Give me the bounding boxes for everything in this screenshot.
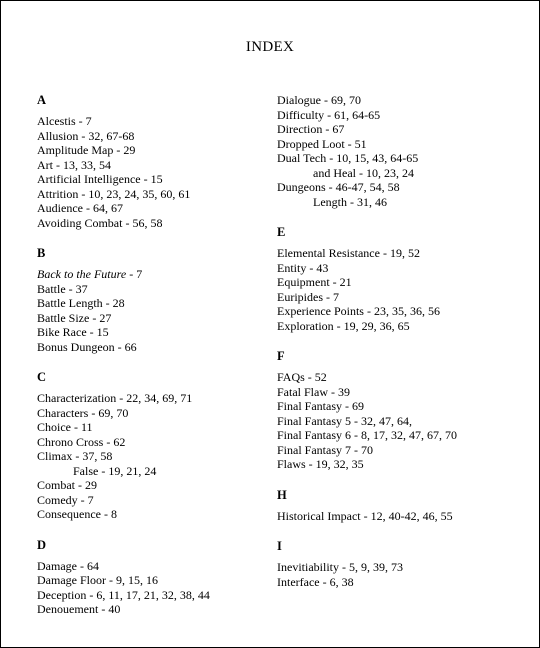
entry-term: Final Fantasy 7 (277, 442, 351, 457)
entry-pages: 7 (85, 114, 92, 128)
entry-separator: - (75, 478, 85, 492)
entry-separator: - (328, 384, 338, 399)
section-letter: B (37, 246, 46, 260)
index-entry (37, 420, 277, 435)
section-letter: I (277, 539, 282, 553)
index-entry (37, 559, 277, 574)
entry-term: Battle (37, 281, 66, 296)
index-entry (37, 325, 277, 340)
index-section (37, 246, 277, 354)
index-entry (277, 319, 517, 334)
entry-separator: - (319, 574, 330, 589)
entry-pages: 13, 33, 54 (63, 157, 111, 172)
index-entry (37, 507, 277, 522)
entry-term: Dialogue (277, 93, 321, 107)
index-section (277, 93, 517, 209)
index-entry (277, 304, 517, 319)
entry-term: Chrono Cross (37, 434, 104, 449)
entry-term: Consequence (37, 507, 101, 521)
entry-term: Final Fantasy 5 (277, 413, 351, 428)
entry-separator: - (305, 457, 316, 471)
entry-term: Dungeons (277, 180, 326, 194)
entry-pages: 8 (110, 507, 117, 521)
entry-pages: 37, 58 (82, 449, 113, 463)
entry-pages: 32, 47, 64, (361, 413, 412, 428)
index-entry (277, 575, 517, 590)
entry-term: Historical Impact (277, 508, 361, 523)
entry-pages: 15 (150, 172, 163, 186)
entry-term: Damage (37, 558, 77, 573)
entry-pages: 10, 23, 24, 35, 60, 61 (88, 186, 191, 201)
entry-term: Entity (277, 260, 307, 275)
entry-separator: - (113, 143, 124, 157)
entry-pages: 51 (354, 136, 367, 151)
entry-term: Artificial Intelligence (37, 172, 141, 186)
index-column-left (37, 93, 277, 633)
entry-term: Art (37, 157, 53, 172)
index-entry (37, 478, 277, 493)
index-entry (277, 108, 517, 123)
entry-term: Difficulty (277, 107, 325, 122)
entry-separator: - (351, 413, 361, 428)
index-entry (277, 93, 517, 108)
entry-separator: - (326, 151, 337, 165)
entry-term: Damage Floor (37, 573, 106, 587)
entry-pages: 5, 9, 39, 73 (349, 560, 403, 574)
index-column-right (277, 93, 517, 605)
entry-separator: - (78, 128, 89, 143)
section-letter: E (277, 225, 286, 239)
entry-separator: - (325, 180, 336, 194)
index-entry (277, 261, 517, 276)
entry-term: Deception (37, 587, 87, 602)
entry-pages: 46-47, 54, 58 (335, 180, 400, 194)
index-subentry (37, 464, 277, 479)
entry-separator: - (324, 107, 335, 122)
entry-pages: 7 (87, 492, 94, 507)
entry-pages: 37 (75, 281, 88, 296)
entry-separator: - (116, 391, 127, 405)
entry-term: Denouement (37, 602, 99, 616)
index-entry (277, 370, 517, 385)
entry-term: Battle Length (37, 296, 103, 310)
index-entry (277, 122, 517, 137)
entry-pages: 19, 52 (389, 246, 420, 260)
section-letter: A (37, 93, 47, 107)
entry-term: Experience Points (277, 304, 364, 318)
entry-separator: - (140, 172, 151, 186)
entry-term: Characters (37, 405, 89, 420)
index-entry (37, 340, 277, 355)
entry-pages: 31, 46 (357, 194, 387, 209)
entry-term: Avoiding Combat (37, 215, 123, 230)
index-section (277, 488, 517, 524)
entry-pages: 21 (339, 275, 352, 289)
entry-term: Characterization (37, 391, 117, 405)
section-letter: C (37, 370, 47, 384)
entry-pages: 6, 11, 17, 21, 32, 38, 44 (96, 587, 210, 602)
entry-term: Alcestis (37, 114, 76, 128)
entry-separator: - (105, 573, 116, 587)
entry-pages: 11 (81, 420, 93, 434)
entry-separator: - (339, 560, 349, 574)
entry-term: Euripides (277, 289, 323, 304)
entry-pages: 28 (112, 296, 125, 310)
entry-term: and Heal (313, 165, 356, 180)
entry-term: Bonus Dungeon (37, 339, 115, 354)
index-entry (37, 435, 277, 450)
entry-separator: - (329, 275, 340, 289)
entry-pages: 19, 32, 35 (315, 457, 364, 471)
index-entry (277, 137, 517, 152)
index-entry (277, 399, 517, 414)
index-entry (37, 267, 277, 282)
index-entry (37, 573, 277, 588)
entry-pages: 43 (316, 260, 329, 275)
entry-separator: - (103, 434, 114, 449)
entry-term: Back to the Future (37, 267, 127, 281)
entry-separator: - (89, 310, 100, 325)
entry-term: Flaws (277, 457, 306, 471)
entry-term: Elemental Resistance (277, 246, 380, 260)
entry-separator: - (77, 492, 88, 507)
entry-separator: - (82, 201, 93, 215)
index-entry (37, 187, 277, 202)
entry-separator: - (306, 260, 317, 275)
index-entry (37, 216, 277, 231)
index-entry (37, 588, 277, 603)
entry-separator: - (71, 420, 81, 434)
entry-separator: - (304, 370, 315, 384)
entry-separator: - (88, 405, 99, 420)
entry-pages: 40 (108, 602, 121, 616)
entry-pages: 32, 67-68 (88, 128, 135, 143)
entry-pages: 39 (338, 384, 350, 399)
index-section (37, 538, 277, 617)
entry-pages: 8, 17, 32, 47, 67, 70 (361, 428, 457, 442)
entry-term: Exploration (277, 318, 334, 333)
index-entry (37, 493, 277, 508)
entry-term: Bike Race (37, 325, 87, 339)
entry-pages: 10, 23, 24 (365, 165, 414, 180)
entry-term: FAQs (277, 370, 305, 384)
entry-pages: 12, 40-42, 46, 55 (370, 508, 453, 523)
entry-pages: 27 (99, 310, 112, 325)
entry-term: Direction (277, 122, 323, 136)
index-entry (277, 180, 517, 195)
index-entry (37, 449, 277, 464)
entry-separator: - (351, 428, 361, 442)
entry-separator: - (75, 114, 86, 128)
entry-term: Combat (37, 478, 75, 492)
entry-pages: 19, 21, 24 (108, 463, 157, 478)
index-entry (37, 114, 277, 129)
entry-separator: - (72, 449, 83, 463)
entry-separator: - (102, 296, 113, 310)
index-entry (37, 296, 277, 311)
index-entry (37, 201, 277, 216)
page-title: INDEX (245, 39, 295, 55)
index-entry (277, 509, 517, 524)
entry-separator: - (355, 165, 366, 180)
entry-pages: 29 (85, 478, 97, 492)
index-section (37, 93, 277, 230)
index-entry (277, 560, 517, 575)
index-section (37, 370, 277, 522)
entry-term: Choice (37, 420, 71, 434)
index-entry (37, 391, 277, 406)
section-letter: D (37, 537, 47, 552)
entry-separator: - (379, 246, 390, 260)
entry-term: Final Fantasy 6 (277, 428, 351, 442)
entry-separator: - (126, 267, 137, 281)
section-letter: F (277, 349, 285, 363)
entry-pages: 64, 67 (92, 201, 123, 215)
entry-term: Inevitiability (277, 560, 339, 574)
entry-separator: - (344, 136, 355, 151)
entry-pages: 66 (124, 339, 137, 354)
entry-separator: - (98, 602, 109, 616)
entry-pages: 56, 58 (132, 215, 163, 230)
index-entry (37, 602, 277, 617)
index-section (277, 539, 517, 589)
index-entry (277, 290, 517, 305)
index-entry (37, 143, 277, 158)
entry-separator: - (321, 93, 331, 107)
entry-term: Audience (37, 201, 83, 215)
entry-pages: 64 (86, 558, 99, 573)
index-entry (37, 282, 277, 297)
entry-term: Comedy (37, 492, 78, 507)
entry-pages: 29 (123, 143, 136, 157)
entry-term: Equipment (277, 275, 330, 289)
index-entry (37, 172, 277, 187)
entry-separator: - (360, 508, 371, 523)
index-subentry (277, 166, 517, 181)
entry-pages: 19, 29, 36, 65 (343, 318, 410, 333)
entry-separator: - (53, 157, 63, 172)
entry-term: Battle Size (37, 310, 90, 325)
entry-term: Dropped Loot (277, 136, 345, 151)
entry-separator: - (114, 339, 125, 354)
entry-pages: 7 (333, 289, 339, 304)
index-entry (37, 129, 277, 144)
entry-term: Climax (37, 449, 73, 463)
entry-pages: 22, 34, 69, 71 (126, 391, 193, 405)
index-entry (277, 443, 517, 458)
entry-separator: - (78, 186, 89, 201)
entry-pages: 52 (314, 370, 327, 384)
index-subentry (277, 195, 517, 210)
index-entry (37, 311, 277, 326)
entry-term: Dual Tech (277, 151, 327, 165)
index-section (277, 225, 517, 333)
entry-separator: - (98, 463, 109, 478)
entry-separator: - (86, 587, 97, 602)
entry-separator: - (323, 289, 333, 304)
entry-separator: - (322, 122, 333, 136)
entry-separator: - (333, 318, 344, 333)
index-entry (277, 275, 517, 290)
index-entry (277, 428, 517, 443)
entry-separator: - (100, 507, 111, 521)
entry-separator: - (65, 281, 76, 296)
entry-separator: - (122, 215, 133, 230)
entry-pages: 15 (96, 325, 109, 339)
entry-term: Final Fantasy (277, 399, 342, 413)
index-entry (37, 406, 277, 421)
entry-pages: 61, 64-65 (334, 107, 381, 122)
entry-pages: 6, 38 (329, 574, 354, 589)
index-section (277, 349, 517, 472)
entry-pages: 9, 15, 16 (115, 573, 158, 587)
entry-pages: 69 (352, 399, 364, 413)
index-entry (37, 158, 277, 173)
entry-separator: - (86, 325, 97, 339)
section-letter: H (277, 487, 287, 502)
index-entry (277, 457, 517, 472)
entry-term: False (73, 463, 99, 478)
index-entry (277, 246, 517, 261)
entry-pages: 23, 35, 36, 56 (373, 304, 440, 318)
entry-pages: 67 (332, 122, 345, 136)
index-entry (277, 414, 517, 429)
entry-pages: 69, 70 (331, 93, 361, 107)
entry-separator: - (347, 194, 357, 209)
entry-pages: 70 (361, 442, 373, 457)
entry-separator: - (363, 304, 374, 318)
entry-pages: 62 (113, 434, 126, 449)
index-entry (277, 151, 517, 166)
entry-separator: - (351, 442, 361, 457)
entry-term: Attrition (37, 186, 79, 201)
entry-term: Fatal Flaw (277, 384, 328, 399)
entry-pages: 10, 15, 43, 64-65 (336, 151, 419, 165)
entry-separator: - (76, 558, 87, 573)
entry-term: Amplitude Map (37, 143, 114, 157)
entry-separator: - (342, 399, 352, 413)
index-entry (277, 385, 517, 400)
entry-term: Length (313, 194, 347, 209)
entry-term: Allusion (37, 128, 79, 143)
entry-pages: 69, 70 (98, 405, 129, 420)
entry-pages: 7 (136, 267, 143, 281)
entry-term: Interface (277, 574, 320, 589)
